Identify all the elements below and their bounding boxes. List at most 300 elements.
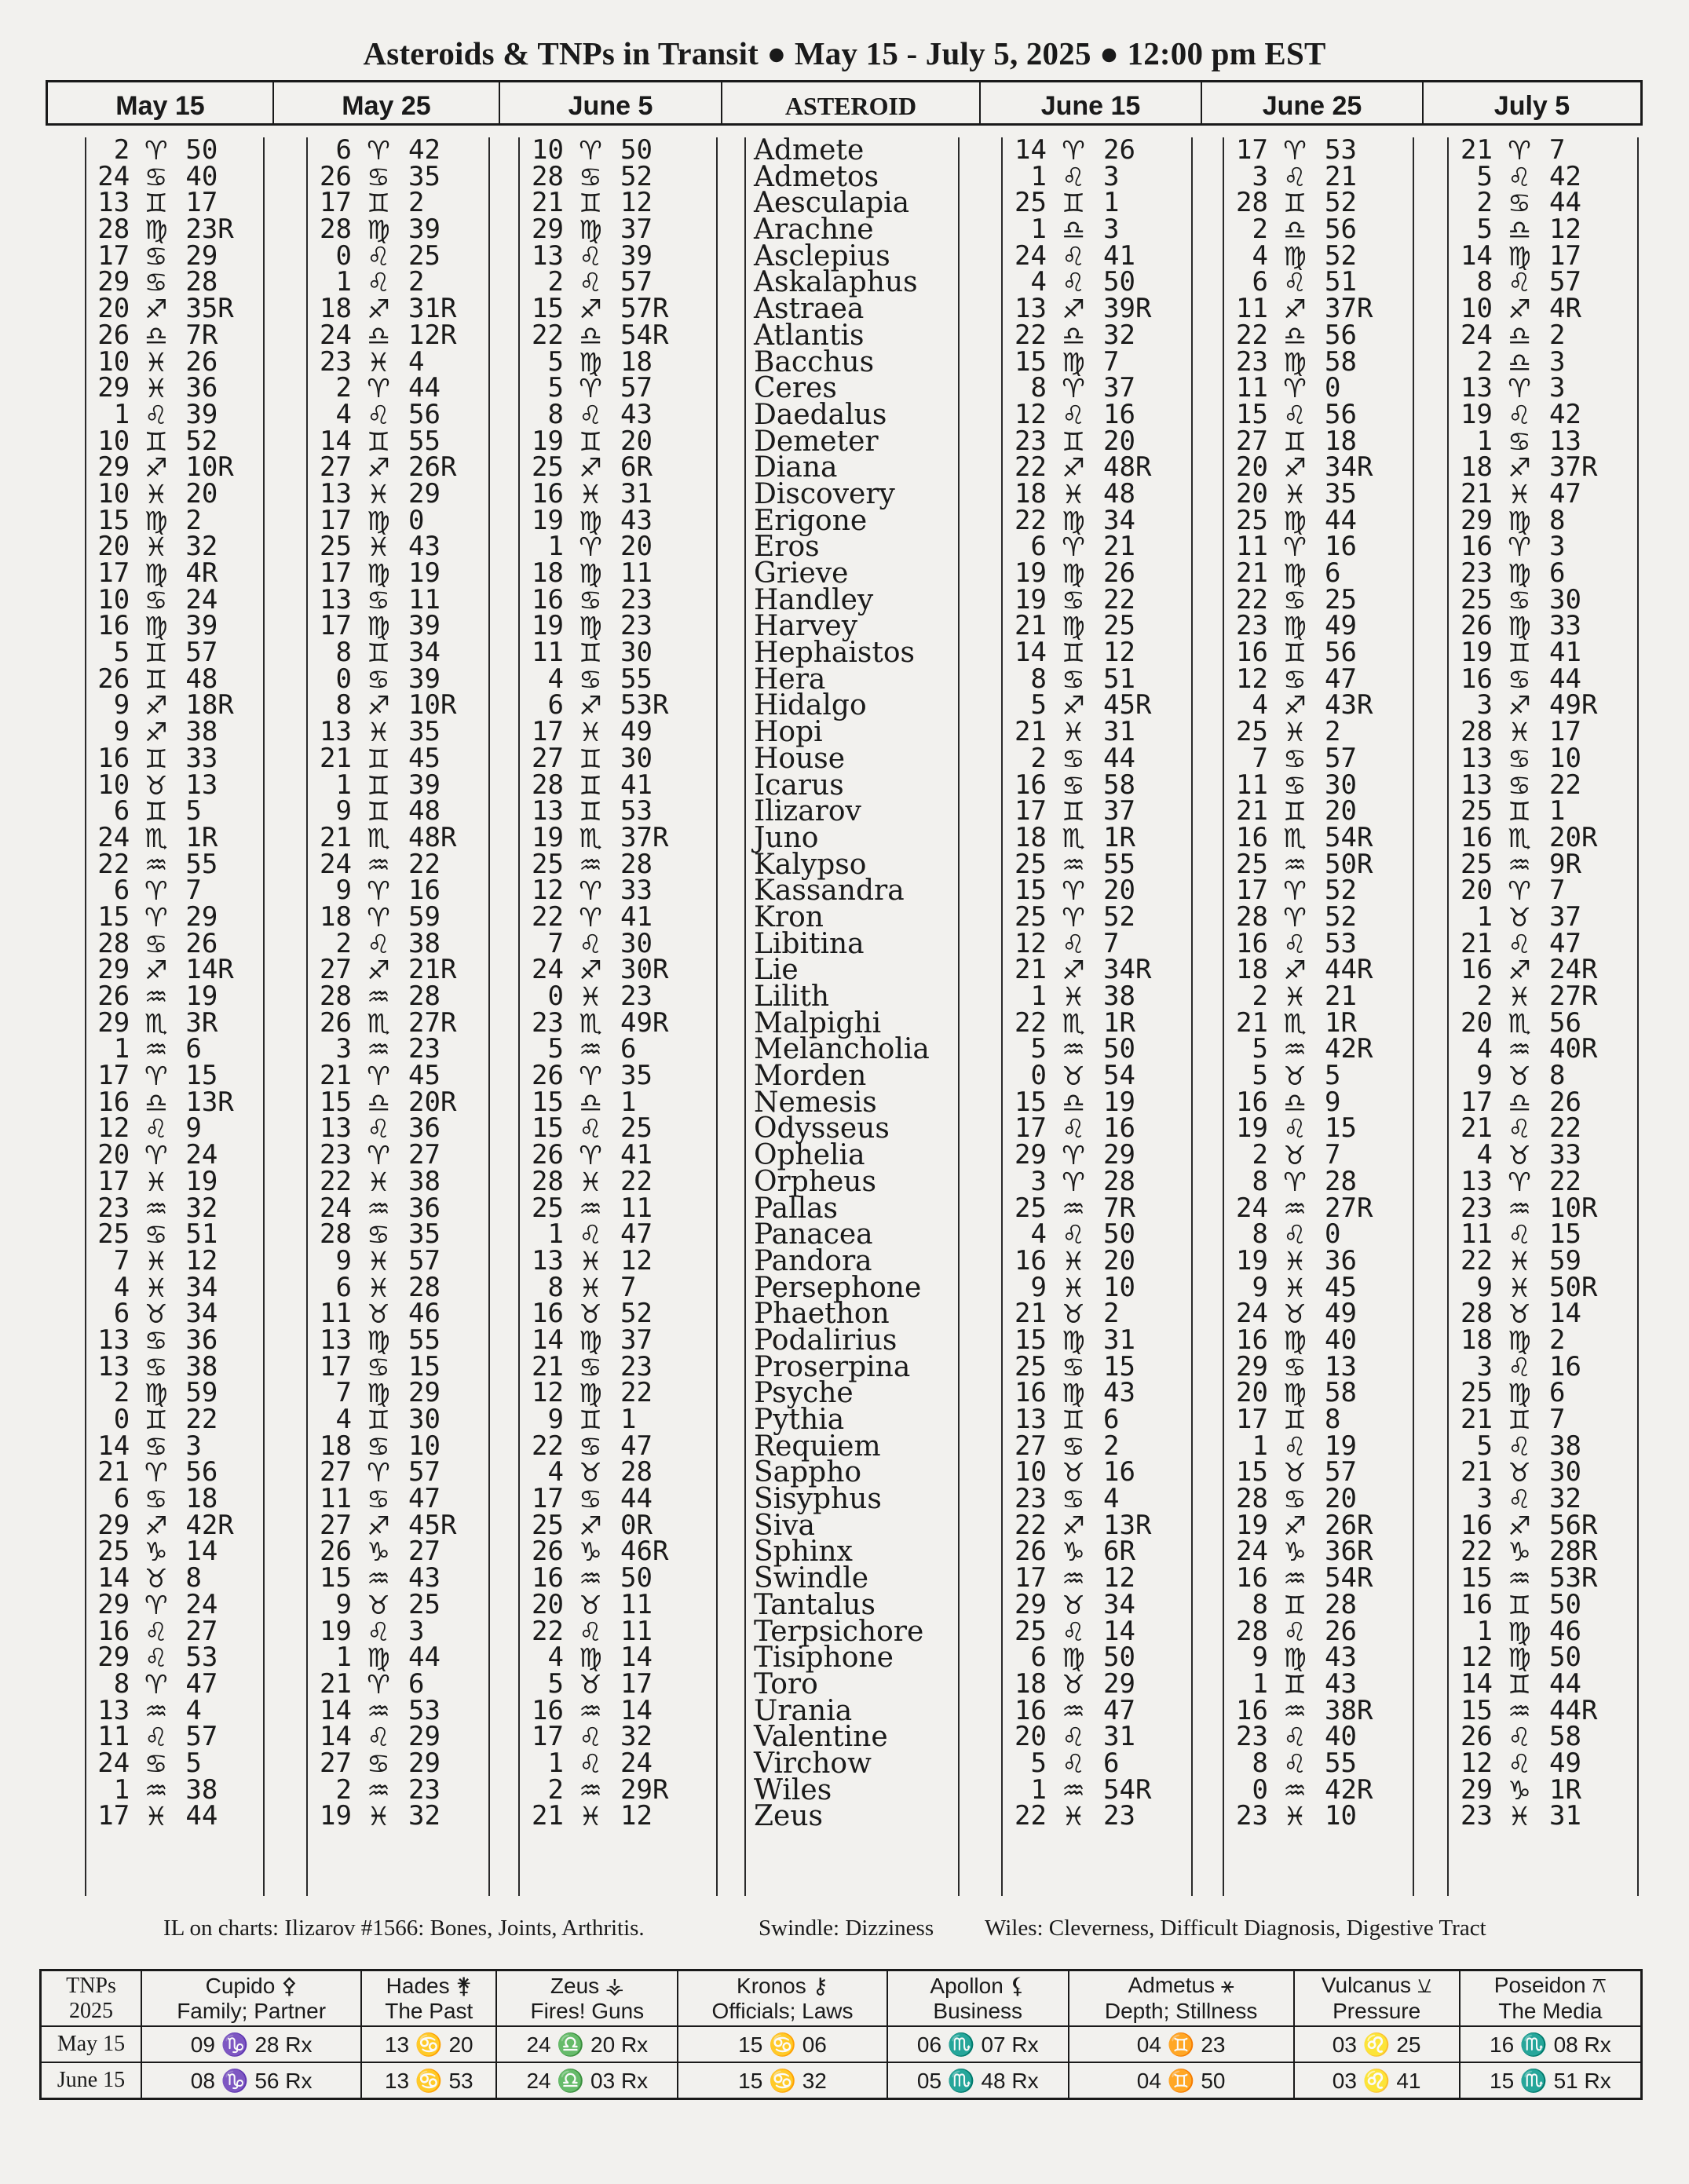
position-row bbox=[1224, 1060, 1413, 1092]
zodiac-sign: ♉ bbox=[1283, 1061, 1307, 1092]
minutes: 56 bbox=[1549, 1006, 1581, 1039]
degree: 15 bbox=[1461, 1694, 1493, 1726]
minutes: 20 bbox=[1103, 425, 1135, 457]
degree: 0 bbox=[335, 663, 352, 695]
position-row bbox=[1003, 848, 1191, 880]
position-row bbox=[1003, 293, 1191, 325]
degree: 6 bbox=[1030, 1642, 1047, 1674]
minutes: 57 bbox=[1549, 266, 1581, 298]
asteroid-name: Discovery bbox=[754, 477, 895, 510]
position-row bbox=[1003, 1721, 1191, 1753]
position-row bbox=[1224, 1350, 1413, 1382]
position-row bbox=[86, 1350, 263, 1382]
minutes: 49 bbox=[1325, 1298, 1357, 1330]
zodiac-sign: ♓ bbox=[1062, 1272, 1085, 1303]
degree: 4 bbox=[113, 1271, 130, 1303]
zodiac-sign: ♍ bbox=[579, 558, 602, 589]
position-row bbox=[1003, 1404, 1191, 1435]
zodiac-sign: ♊ bbox=[367, 637, 390, 669]
position-row bbox=[1224, 1667, 1413, 1700]
position-row bbox=[308, 875, 488, 907]
minutes: 30 bbox=[1325, 769, 1357, 801]
zodiac-sign: ♎ bbox=[1283, 320, 1307, 351]
zodiac-sign: ♐ bbox=[367, 690, 390, 721]
degree: 22 bbox=[532, 1430, 564, 1462]
degree: 1 bbox=[335, 1642, 352, 1674]
degree: 24 bbox=[320, 319, 352, 351]
zodiac-sign: ♎ bbox=[1508, 346, 1531, 378]
degree: 28 bbox=[1461, 716, 1493, 748]
position-row bbox=[1224, 1509, 1413, 1541]
zodiac-sign: ♒ bbox=[1508, 1695, 1531, 1726]
minutes: 41 bbox=[620, 769, 653, 801]
position-row bbox=[1224, 1694, 1413, 1726]
position-row bbox=[1449, 848, 1637, 880]
minutes: 2 bbox=[408, 266, 425, 298]
zodiac-sign: ♍ bbox=[1508, 558, 1531, 589]
zodiac-sign: ♐ bbox=[1508, 955, 1531, 986]
minutes: 5 bbox=[185, 1747, 202, 1779]
degree: 0 bbox=[1252, 1773, 1268, 1806]
zodiac-sign: ♉ bbox=[1062, 1589, 1085, 1620]
zodiac-sign: ♓ bbox=[144, 346, 168, 378]
position-row bbox=[520, 160, 716, 192]
degree: 20 bbox=[1014, 1721, 1047, 1753]
position-row bbox=[1449, 1456, 1637, 1488]
position-row bbox=[1224, 689, 1413, 721]
degree: 21 bbox=[320, 1060, 352, 1092]
asteroid-name: Atlantis bbox=[754, 319, 865, 352]
tnp-planet-name: Kronos ⚷ bbox=[737, 1974, 829, 1998]
degree: 15 bbox=[532, 1086, 564, 1118]
degree: 2 bbox=[335, 927, 352, 959]
degree: 22 bbox=[1014, 1006, 1047, 1039]
position-row bbox=[1003, 1086, 1191, 1118]
minutes: 56 bbox=[1325, 319, 1357, 351]
position-row bbox=[1449, 663, 1637, 695]
position-row bbox=[1224, 795, 1413, 827]
zodiac-sign: ♏ bbox=[144, 1007, 168, 1039]
degree: 22 bbox=[1014, 504, 1047, 536]
zodiac-sign: ♍ bbox=[1508, 1616, 1531, 1647]
minutes: 12 bbox=[1103, 1562, 1135, 1594]
minutes: 49R bbox=[1549, 689, 1598, 721]
minutes: 46 bbox=[408, 1298, 441, 1330]
degree: 18 bbox=[320, 293, 352, 325]
position-row bbox=[1003, 1271, 1191, 1303]
position-row bbox=[520, 927, 716, 959]
position-row bbox=[1003, 927, 1191, 959]
minutes: 48 bbox=[185, 663, 218, 695]
minutes: 27 bbox=[408, 1139, 441, 1171]
minutes: 26 bbox=[1103, 557, 1135, 589]
zodiac-sign: ♐ bbox=[144, 955, 168, 986]
position-row bbox=[1003, 1430, 1191, 1462]
position-row bbox=[308, 981, 488, 1012]
position-row bbox=[1003, 1800, 1191, 1832]
minutes: 13 bbox=[1325, 1350, 1357, 1382]
minutes: 30 bbox=[620, 637, 653, 669]
minutes: 29 bbox=[408, 1377, 441, 1409]
minutes: 22 bbox=[620, 1377, 653, 1409]
minutes: 47 bbox=[1103, 1694, 1135, 1726]
position-row bbox=[1003, 981, 1191, 1012]
zodiac-sign: ♎ bbox=[144, 1087, 168, 1118]
position-row bbox=[308, 583, 488, 615]
position-row bbox=[520, 1773, 716, 1806]
position-row bbox=[1449, 1667, 1637, 1700]
degree: 6 bbox=[335, 1271, 352, 1303]
degree: 21 bbox=[1236, 557, 1268, 589]
degree: 10 bbox=[97, 769, 130, 801]
minutes: 40 bbox=[1325, 1324, 1357, 1356]
position-row bbox=[1003, 372, 1191, 404]
minutes: 7 bbox=[1549, 1404, 1566, 1435]
degree: 18 bbox=[1461, 451, 1493, 484]
degree: 25 bbox=[1236, 716, 1268, 748]
position-row bbox=[1449, 981, 1637, 1012]
zodiac-sign: ♋ bbox=[1062, 769, 1085, 801]
degree: 19 bbox=[1014, 583, 1047, 615]
zodiac-sign: ♊ bbox=[1062, 637, 1085, 669]
degree: 16 bbox=[97, 1086, 130, 1118]
zodiac-sign: ♍ bbox=[1062, 558, 1085, 589]
degree: 23 bbox=[1236, 345, 1268, 378]
zodiac-sign: ♐ bbox=[579, 1510, 602, 1541]
zodiac-sign: ♋ bbox=[579, 584, 602, 615]
zodiac-sign: ♊ bbox=[1283, 1668, 1307, 1700]
zodiac-sign: ♌ bbox=[1508, 1351, 1531, 1382]
asteroid-name: Requiem bbox=[754, 1430, 881, 1463]
position-row bbox=[1449, 557, 1637, 589]
degree: 20 bbox=[1236, 451, 1268, 484]
degree: 9 bbox=[113, 689, 130, 721]
minutes: 54R bbox=[620, 319, 669, 351]
degree: 9 bbox=[547, 1404, 564, 1435]
zodiac-sign: ♋ bbox=[144, 928, 168, 959]
minutes: 7 bbox=[1549, 875, 1566, 907]
minutes: 48R bbox=[408, 821, 457, 853]
asteroid-name: Daedalus bbox=[754, 398, 887, 431]
degree: 13 bbox=[97, 1324, 130, 1356]
asteroid-name: Valentine bbox=[754, 1721, 888, 1754]
zodiac-sign: ♋ bbox=[1062, 663, 1085, 695]
degree: 14 bbox=[1461, 239, 1493, 272]
zodiac-sign: ♓ bbox=[579, 1245, 602, 1276]
degree: 26 bbox=[1461, 610, 1493, 642]
minutes: 28 bbox=[408, 1271, 441, 1303]
minutes: 11 bbox=[620, 1192, 653, 1224]
zodiac-sign: ♍ bbox=[144, 1378, 168, 1409]
degree: 19 bbox=[532, 425, 564, 457]
minutes: 33 bbox=[1549, 1139, 1581, 1171]
degree: 1 bbox=[113, 398, 130, 430]
degree: 17 bbox=[1461, 1086, 1493, 1118]
minutes: 31 bbox=[1549, 1800, 1581, 1832]
zodiac-sign: ♌ bbox=[367, 267, 390, 298]
zodiac-sign: ♉ bbox=[1508, 1457, 1531, 1488]
degree: 24 bbox=[97, 160, 130, 192]
degree: 2 bbox=[335, 372, 352, 404]
zodiac-sign: ♋ bbox=[144, 267, 168, 298]
minutes: 30 bbox=[1549, 583, 1581, 615]
position-row bbox=[308, 900, 488, 933]
minutes: 45R bbox=[1103, 689, 1152, 721]
asteroid-name: Pandora bbox=[754, 1244, 872, 1277]
zodiac-sign: ♍ bbox=[1283, 1378, 1307, 1409]
position-row bbox=[308, 1271, 488, 1303]
minutes: 3 bbox=[185, 1430, 202, 1462]
zodiac-sign: ♑ bbox=[1283, 1536, 1307, 1568]
zodiac-sign: ♊ bbox=[367, 743, 390, 774]
degree: 13 bbox=[320, 1112, 352, 1145]
degree: 4 bbox=[1252, 689, 1268, 721]
zodiac-sign: ♐ bbox=[144, 452, 168, 484]
degree: 16 bbox=[97, 610, 130, 642]
position-row bbox=[520, 1642, 716, 1674]
position-row bbox=[1224, 1456, 1413, 1488]
degree: 16 bbox=[97, 742, 130, 774]
zodiac-sign: ♓ bbox=[1062, 1801, 1085, 1832]
minutes: 1R bbox=[1103, 821, 1135, 853]
degree: 29 bbox=[97, 1006, 130, 1039]
minutes: 44 bbox=[408, 372, 441, 404]
degree: 8 bbox=[335, 689, 352, 721]
zodiac-sign: ♓ bbox=[1508, 478, 1531, 509]
degree: 5 bbox=[1252, 1033, 1268, 1065]
degree: 22 bbox=[1014, 1509, 1047, 1541]
zodiac-sign: ♎ bbox=[1062, 214, 1085, 246]
degree: 0 bbox=[547, 981, 564, 1012]
minutes: 47 bbox=[408, 1483, 441, 1515]
degree: 13 bbox=[97, 1350, 130, 1382]
minutes: 59 bbox=[185, 1377, 218, 1409]
zodiac-sign: ♉ bbox=[1062, 1061, 1085, 1092]
degree: 13 bbox=[1461, 372, 1493, 404]
minutes: 36 bbox=[408, 1192, 441, 1224]
minutes: 40 bbox=[185, 160, 218, 192]
position-row bbox=[1224, 1139, 1413, 1171]
zodiac-sign: ♉ bbox=[367, 1589, 390, 1620]
degree: 21 bbox=[1461, 1404, 1493, 1435]
zodiac-sign: ♒ bbox=[1062, 1774, 1085, 1806]
degree: 14 bbox=[1014, 134, 1047, 166]
degree: 13 bbox=[1014, 293, 1047, 325]
minutes: 10R bbox=[185, 451, 234, 484]
zodiac-sign: ♌ bbox=[1283, 1748, 1307, 1779]
degree: 3 bbox=[1476, 1483, 1493, 1515]
minutes: 1R bbox=[1325, 1006, 1357, 1039]
position-row bbox=[86, 504, 263, 536]
zodiac-sign: ♌ bbox=[579, 240, 602, 272]
minutes: 43 bbox=[1325, 1667, 1357, 1700]
minutes: 30 bbox=[620, 742, 653, 774]
position-row bbox=[1449, 1694, 1637, 1726]
tnp-planet-desc: Fires! Guns bbox=[530, 1999, 645, 2023]
position-row bbox=[1003, 1773, 1191, 1806]
minutes: 22 bbox=[1549, 1165, 1581, 1197]
minutes: 50 bbox=[1103, 1218, 1135, 1251]
minutes: 4 bbox=[1103, 1483, 1120, 1515]
zodiac-sign: ♋ bbox=[144, 1430, 168, 1462]
position-row bbox=[1003, 345, 1191, 378]
degree: 8 bbox=[547, 1271, 564, 1303]
zodiac-sign: ♒ bbox=[1508, 849, 1531, 880]
zodiac-sign: ♉ bbox=[579, 1298, 602, 1330]
zodiac-sign: ♈ bbox=[367, 373, 390, 404]
position-row bbox=[1449, 821, 1637, 853]
tnp-corner-year: 2025 bbox=[69, 1998, 113, 2023]
asteroid-name: Arachne bbox=[754, 214, 874, 247]
zodiac-sign: ♓ bbox=[144, 373, 168, 404]
degree: 26 bbox=[532, 1536, 564, 1568]
degree: 13 bbox=[97, 187, 130, 219]
position-row bbox=[520, 716, 716, 748]
zodiac-sign: ♒ bbox=[579, 1695, 602, 1726]
minutes: 7R bbox=[1103, 1192, 1135, 1224]
degree: 13 bbox=[1461, 1165, 1493, 1197]
minutes: 35 bbox=[408, 160, 441, 192]
degree: 12 bbox=[1461, 1642, 1493, 1674]
zodiac-sign: ♊ bbox=[579, 425, 602, 457]
asteroid-name: Pythia bbox=[754, 1404, 845, 1436]
zodiac-sign: ♋ bbox=[367, 1351, 390, 1382]
degree: 20 bbox=[1461, 1006, 1493, 1039]
degree: 4 bbox=[547, 1642, 564, 1674]
position-row bbox=[308, 1006, 488, 1039]
zodiac-sign: ♉ bbox=[1283, 1298, 1307, 1330]
position-row bbox=[308, 160, 488, 192]
minutes: 57 bbox=[408, 1244, 441, 1276]
degree: 6 bbox=[1030, 531, 1047, 563]
position-row bbox=[86, 742, 263, 774]
zodiac-sign: ♈ bbox=[1062, 875, 1085, 907]
tnp-position-may15: 16 ♏ 08 Rx bbox=[1460, 2026, 1642, 2062]
position-row bbox=[1224, 1800, 1413, 1832]
minutes: 5 bbox=[185, 795, 202, 827]
minutes: 44 bbox=[620, 1483, 653, 1515]
degree: 21 bbox=[320, 742, 352, 774]
position-row bbox=[1224, 1192, 1413, 1224]
minutes: 3R bbox=[185, 1006, 218, 1039]
degree: 0 bbox=[113, 1404, 130, 1435]
position-row bbox=[86, 425, 263, 457]
zodiac-sign: ♍ bbox=[1508, 611, 1531, 642]
asteroid-name: Libitina bbox=[754, 927, 865, 960]
tnp-planet-desc: The Media bbox=[1498, 1999, 1603, 2023]
tnp-planet-header bbox=[887, 1970, 1069, 2027]
degree: 11 bbox=[1236, 293, 1268, 325]
zodiac-sign: ♓ bbox=[579, 478, 602, 509]
minutes: 12 bbox=[620, 187, 653, 219]
position-row bbox=[1003, 742, 1191, 774]
position-row bbox=[86, 1588, 263, 1620]
degree: 1 bbox=[1252, 1667, 1268, 1700]
zodiac-sign: ♓ bbox=[1283, 1272, 1307, 1303]
position-row bbox=[86, 1694, 263, 1726]
minutes: 28 bbox=[1103, 1165, 1135, 1197]
zodiac-sign: ♐ bbox=[1062, 452, 1085, 484]
minutes: 43 bbox=[408, 531, 441, 563]
position-row bbox=[1003, 1033, 1191, 1065]
zodiac-sign: ♒ bbox=[367, 1192, 390, 1224]
zodiac-sign: ♌ bbox=[144, 1722, 168, 1753]
position-row bbox=[308, 1244, 488, 1276]
zodiac-sign: ♊ bbox=[1508, 1404, 1531, 1435]
position-row bbox=[308, 1747, 488, 1779]
position-row bbox=[1449, 1218, 1637, 1251]
position-row bbox=[308, 954, 488, 986]
zodiac-sign: ♋ bbox=[1062, 1484, 1085, 1515]
position-row bbox=[1224, 1483, 1413, 1515]
position-row bbox=[520, 689, 716, 721]
position-row bbox=[1224, 398, 1413, 430]
minutes: 51 bbox=[1103, 663, 1135, 695]
position-row bbox=[520, 848, 716, 880]
minutes: 50 bbox=[1103, 266, 1135, 298]
position-row bbox=[1224, 239, 1413, 272]
minutes: 29 bbox=[1103, 1667, 1135, 1700]
position-row bbox=[1449, 1588, 1637, 1620]
zodiac-sign: ♌ bbox=[1508, 161, 1531, 192]
position-row bbox=[1449, 1271, 1637, 1303]
position-row bbox=[520, 610, 716, 642]
zodiac-sign: ♒ bbox=[1283, 1192, 1307, 1224]
zodiac-sign: ♌ bbox=[579, 1616, 602, 1647]
minutes: 25 bbox=[408, 239, 441, 272]
position-row bbox=[86, 1060, 263, 1092]
degree: 16 bbox=[1236, 1562, 1268, 1594]
asteroid-name: Nemesis bbox=[754, 1086, 877, 1119]
zodiac-sign: ♍ bbox=[1283, 505, 1307, 536]
asteroid-name: Hephaistos bbox=[754, 637, 915, 670]
degree: 8 bbox=[1252, 1747, 1268, 1779]
degree: 25 bbox=[1014, 900, 1047, 933]
zodiac-sign: ♍ bbox=[367, 611, 390, 642]
degree: 5 bbox=[1252, 1060, 1268, 1092]
position-row bbox=[86, 1773, 263, 1806]
position-row bbox=[520, 1800, 716, 1832]
minutes: 10 bbox=[1103, 1271, 1135, 1303]
position-row bbox=[308, 557, 488, 589]
degree: 9 bbox=[1476, 1271, 1493, 1303]
minutes: 56 bbox=[1325, 637, 1357, 669]
minutes: 21 bbox=[1103, 531, 1135, 563]
minutes: 47 bbox=[620, 1218, 653, 1251]
zodiac-sign: ♊ bbox=[367, 796, 390, 827]
asteroid-name: Hopi bbox=[754, 716, 823, 749]
minutes: 1 bbox=[620, 1086, 637, 1118]
minutes: 11 bbox=[620, 1588, 653, 1620]
position-row bbox=[520, 981, 716, 1012]
position-row bbox=[1449, 1615, 1637, 1647]
minutes: 38 bbox=[1549, 1430, 1581, 1462]
position-row bbox=[86, 1244, 263, 1276]
minutes: 44R bbox=[1325, 954, 1373, 986]
tnp-planet-name: Admetus ⚹ bbox=[1128, 1973, 1234, 1997]
position-row bbox=[86, 1667, 263, 1700]
minutes: 57 bbox=[408, 1456, 441, 1488]
degree: 7 bbox=[547, 927, 564, 959]
minutes: 8 bbox=[185, 1562, 202, 1594]
degree: 12 bbox=[1014, 398, 1047, 430]
minutes: 10 bbox=[408, 1430, 441, 1462]
degree: 9 bbox=[335, 1244, 352, 1276]
degree: 23 bbox=[1014, 1483, 1047, 1515]
minutes: 41 bbox=[620, 1139, 653, 1171]
zodiac-sign: ♍ bbox=[367, 558, 390, 589]
asteroid-name: Asclepius bbox=[754, 239, 890, 272]
